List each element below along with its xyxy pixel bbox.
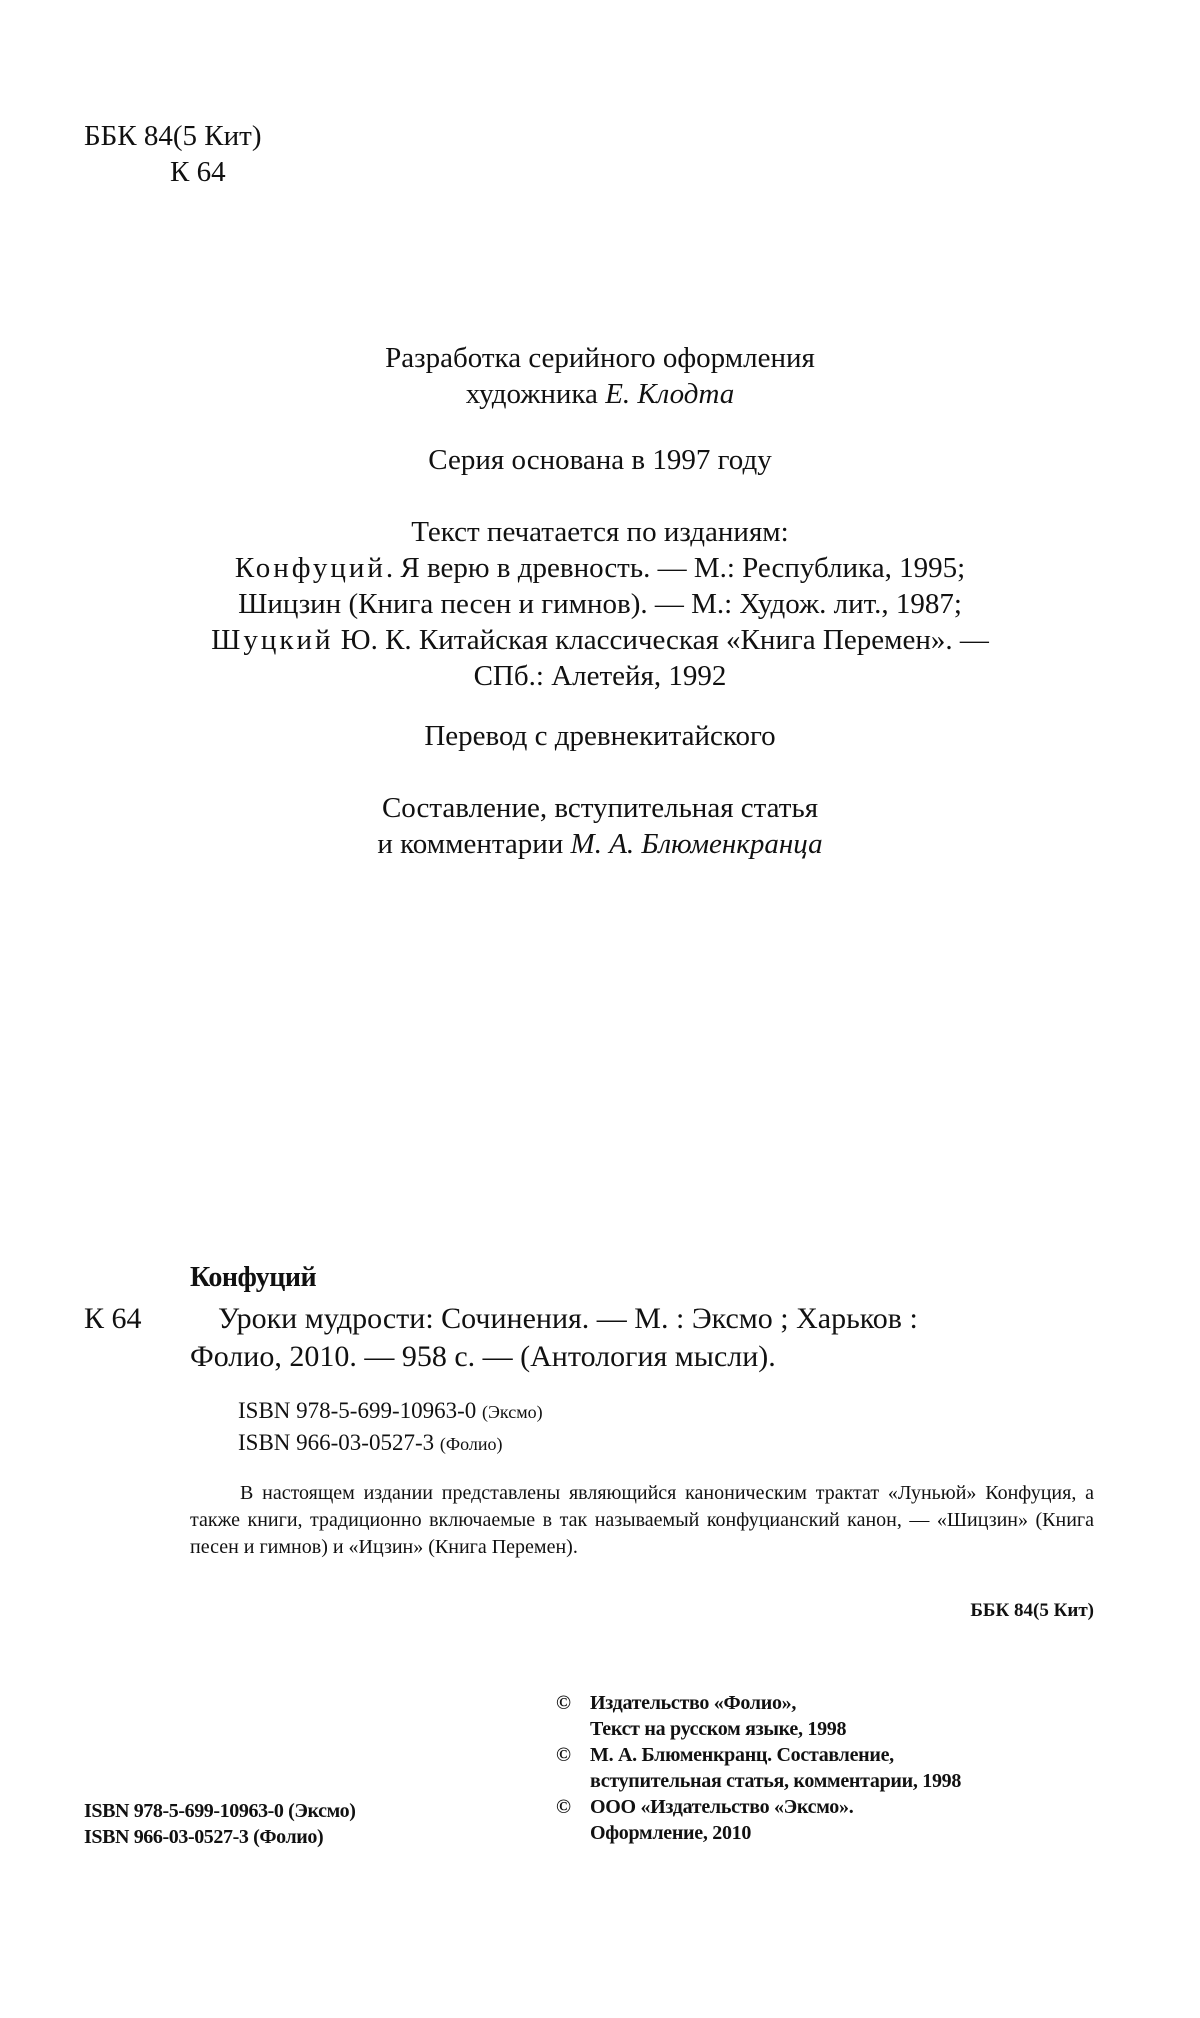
card-isbn-1 xyxy=(238,1398,543,1424)
card-isbn-2 xyxy=(238,1430,502,1456)
series-founded xyxy=(0,442,1200,478)
copyright-icon: © xyxy=(556,1744,571,1766)
card-isbn-2-number: ISBN 966-03-0527-3 xyxy=(238,1430,435,1455)
source-1-author: Конфуций xyxy=(234,552,386,584)
source-1-rest: . Я верю в древность. — М.: Республика, 1995; xyxy=(385,552,966,584)
bbk-classification xyxy=(84,118,262,190)
copyright-eksmo-line-1: ООО «Издательство «Эксмо». xyxy=(590,1796,854,1818)
card-bbk: ББК 84(5 Кит) xyxy=(970,1600,1094,1621)
card-code: К 64 xyxy=(84,1302,142,1335)
copyright-icon: © xyxy=(556,1796,571,1818)
card-author: Конфуций xyxy=(190,1262,317,1293)
bbk-code: ББК 84(5 Кит) xyxy=(84,120,262,152)
compiled-line-1: Составление, вступительная статья xyxy=(381,792,819,824)
copyright-compiler xyxy=(556,1742,961,1794)
copyright-folio xyxy=(556,1690,961,1742)
copyright-block xyxy=(556,1690,961,1846)
compilation-credit xyxy=(0,790,1200,862)
compiler-name: М. А. Блюменкранца xyxy=(570,828,823,860)
copyright-eksmo-line-2: Оформление, 2010 xyxy=(590,1822,752,1844)
copyright-eksmo-text xyxy=(590,1794,853,1846)
compiled-line-2 xyxy=(0,826,1200,862)
card-isbn-2-publisher: (Фолио) xyxy=(439,1434,503,1454)
source-3-publisher: СПб.: Алетейя, 1992 xyxy=(473,660,727,692)
source-2: Шицзин (Книга песен и гимнов). — М.: Худож. лит., 1987; xyxy=(238,588,962,620)
design-line-2 xyxy=(0,376,1200,412)
source-editions xyxy=(0,514,1200,694)
source-3 xyxy=(0,622,1200,658)
compiled-prefix: и комментарии xyxy=(377,828,571,860)
card-isbn-1-publisher: (Эксмо) xyxy=(482,1402,543,1422)
translation-note xyxy=(0,718,1200,754)
card-title-line-1: Уроки мудрости: Сочинения. — М. : Эксмо ; Харьков : xyxy=(218,1302,918,1335)
copyright-folio-line-1: Издательство «Фолио», xyxy=(590,1692,797,1714)
copyright-folio-text xyxy=(590,1690,846,1742)
series-design-credit xyxy=(0,340,1200,412)
source-1 xyxy=(0,550,1200,586)
design-prefix: художника xyxy=(465,378,606,410)
translation-text: Перевод с древнекитайского xyxy=(424,720,776,752)
copyright-compiler-line-1: М. А. Блюменкранц. Составление, xyxy=(590,1744,894,1766)
source-3-author: Шуцкий xyxy=(211,624,334,656)
copyright-icon: © xyxy=(556,1692,571,1714)
series-text: Серия основана в 1997 году xyxy=(428,444,772,476)
isbn-eksmo: ISBN 978-5-699-10963-0 (Эксмо) xyxy=(84,1800,356,1822)
copyright-compiler-line-2: вступительная статья, комментарии, 1998 xyxy=(590,1770,962,1792)
sources-intro: Текст печатается по изданиям: xyxy=(411,516,789,548)
copyright-folio-line-2: Текст на русском языке, 1998 xyxy=(590,1718,847,1740)
source-3-rest: Ю. К. Китайская классическая «Книга Перемен». — xyxy=(333,624,989,656)
isbn-folio: ISBN 966-03-0527-3 (Фолио) xyxy=(84,1826,324,1848)
author-mark: К 64 xyxy=(170,156,226,188)
copyright-compiler-text xyxy=(590,1742,961,1794)
card-title-line-2: Фолио, 2010. — 958 с. — (Антология мысли). xyxy=(190,1340,776,1373)
card-isbn-1-number: ISBN 978-5-699-10963-0 xyxy=(238,1398,477,1423)
design-line-1: Разработка серийного оформления xyxy=(385,342,815,374)
card-annotation: В настоящем издании представлены являющийся каноническим трактат «Луньюй» Конфуция, а также книги, традиционно включаемые в так называемый конфуцианский канон, — «Шицзин» (Книга песен и гимнов) и «Ицзин» (Книга Перемен). xyxy=(190,1482,1094,1558)
design-artist: Е. Клодта xyxy=(605,378,735,410)
copyright-eksmo xyxy=(556,1794,961,1846)
